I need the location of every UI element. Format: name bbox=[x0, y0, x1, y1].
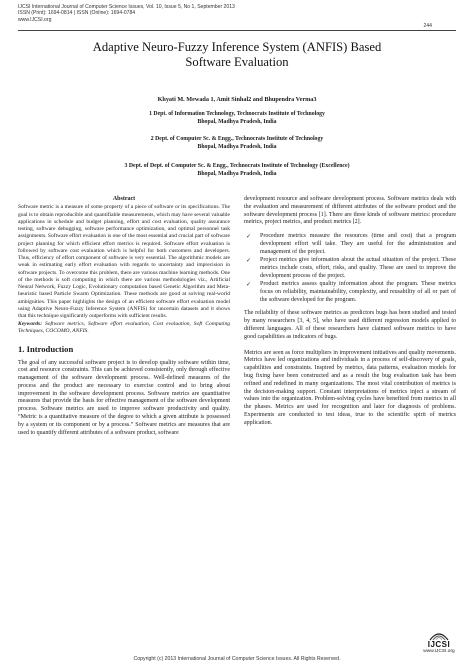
bullet-text: Product metrics assess quality information about the program. These metrics focus on reliability, maintainability, complexity, and reusability of all or part of the software developed for the program. bbox=[260, 280, 456, 303]
affiliation-3-city: Bhopal, Madhya Pradesh, India bbox=[197, 170, 277, 177]
keywords-list: Software metrics, Software effort evaluation, Cost evaluation, Soft Computing Techniques, COCOMO, ANFIS. bbox=[18, 320, 230, 334]
left-column bbox=[18, 196, 230, 437]
issn-line: ISSN (Print): 1694-0814 | ISSN (Online): 1694-0784 bbox=[18, 10, 136, 17]
page-number: 244 bbox=[423, 23, 432, 29]
affiliation-1 bbox=[70, 111, 404, 126]
bullet-text: Project metrics give information about the actual situation of the project. These metrics include costs, effort, risks, and quality. These are used to improve the development process of the project. bbox=[260, 257, 456, 279]
affiliation-1-city: Bhopal, Madhya Pradesh, India bbox=[197, 118, 277, 125]
affiliation-2-dept: 2 Dept. of Computer Sc. & Engg., Technocrats Institute of Technology bbox=[150, 136, 324, 142]
bullet-project-metrics bbox=[246, 257, 456, 280]
section-heading-introduction: 1. Introduction bbox=[18, 344, 74, 355]
bullet-product-metrics bbox=[246, 280, 456, 304]
copyright-footer: Copyright (c) 2013 International Journal of Computer Science Issues. All Rights Reserved. bbox=[133, 656, 341, 662]
reliability-paragraph: The reliability of these software metrics as predictors bugs has been studied and tested by many researchers [3, 4, 5], who have used different regression models applied to different languages. All of these researchers have claimed software metrics to have good capabilities as indicators of bugs. bbox=[244, 310, 456, 340]
affiliation-3 bbox=[40, 163, 434, 178]
keywords bbox=[18, 321, 230, 336]
title-line-1: Adaptive Neuro-Fuzzy Inference System (ANFIS) Based bbox=[92, 40, 382, 54]
affiliation-1-dept: 1 Dept. of Information Technology, Technocrats Institute of Technology bbox=[149, 111, 325, 117]
bullet-procedure-metrics bbox=[246, 233, 456, 256]
ijcsi-logo bbox=[420, 630, 458, 655]
right-column bbox=[244, 196, 456, 428]
paper-title bbox=[18, 40, 456, 70]
metrics-paragraph: development resource and software development process. Software metrics deals with the evaluation and measurement of different attributes of the software product and the software development process [1]. There are three kinds of software metrics: procedure metrics, project metrics, and product metrics [2]. bbox=[244, 196, 456, 226]
force-multiplier-paragraph: Metrics are seen as force multipliers in improvement initiatives and quality movements. Metrics have led organizations and individuals in a process of self-discovery of goals, capabilities and constraints. Inspired by metrics, data patterns, evaluation models for bug fixing have been constructed and as a result the bug evaluation task has been refined and redefined in many organizations. The most vital contribution of metrics is the decision-making support. Constant interpretations of metrics inject a stream of values into the organization. Problem-solving cycles have benefited from metrics in all the phases. Metrics are used for recognition and later for diagnosis of problems. Experiments are conducted to test ideas, true to the scientific spirit of metrics application. bbox=[244, 349, 456, 426]
affiliation-2-city: Bhopal, Madhya Pradesh, India bbox=[197, 143, 277, 150]
check-icon: ✓ bbox=[246, 233, 252, 241]
paragraph-gap bbox=[244, 342, 456, 350]
header-rule bbox=[18, 30, 456, 31]
check-icon: ✓ bbox=[246, 280, 252, 288]
author-list: Khyati M. Mewada 1, Amit Sinhal2 and Bhupendra Verma3 bbox=[157, 96, 317, 103]
logo-name: IJCSI bbox=[427, 640, 451, 649]
journal-header bbox=[18, 4, 456, 29]
logo-url: www.IJCSI.org bbox=[423, 649, 455, 654]
abstract-text: Software metric is a measure of some property of a piece of software or its specifications. The goal is to obtain reproducible and quantifiable measurements, which may have several valuable applications in schedule and budget planning, effort and cost evaluation, quality assurance testing, software debugging, software performance optimization, and optimal personnel task assignments. Software effort evaluation is one of the most essential and crucial part of software project planning for which efficient effort metrics is required. Software effort evaluation is followed by software cost evaluation which is helpful for both customers and developers. Thus, efficiency of effort component of software is very essential. The algorithmic models are weak in estimating early effort evaluation with regards to uncertainty and imprecision in software projects. To overcome this problem, there are various machine learning methods. One of the methods is soft computing in which there are various methodologies viz., Artificial Neural Network, Fuzzy Logic, Evolutionary computation based Genetic Algorithm and Meta-heuristic based Particle Swarm Optimization. These methods are good at solving real-world ambiguities. This paper highlights the design of an efficient software effort evaluation model using Adaptive Neuro-Fuzzy Inference System (ANFIS) for uncertain datasets and it shows that this technique significantly outperforms with sufficient results. bbox=[18, 204, 230, 319]
title-line-2: Software Evaluation bbox=[185, 55, 289, 69]
metrics-bullet-list bbox=[244, 233, 456, 304]
keywords-label: Keywords: bbox=[18, 320, 43, 327]
intro-paragraph-1: The goal of any successful software project is to develop quality software within time, cost and resource constraints. This can be achieved consistently, only through effective management of the software development process. Well-defined measures of the process and the product are necessary to exercise control and to bring about improvement in the software development process. Software metrics are quantitative measures that provide the basis for effective management of the software development process. Software metrics are used to improve software productivity and quality. “Metric is a quantitative measure of the degree to which a given attribute is possessed by a system or its component or by a process.” Software metrics are measures that are used to quantify different attributes of a software product, software bbox=[18, 359, 230, 436]
bullet-text: Procedure metrics measure the resources (time and cost) that a program development effort will take. They are useful for the administration and management of the project. bbox=[260, 233, 456, 255]
abstract-heading: Abstract bbox=[112, 196, 136, 202]
check-icon: ✓ bbox=[246, 257, 252, 265]
affiliation-2 bbox=[70, 136, 404, 151]
affiliation-3-dept: 3 Dept. of Dept. of Computer Sc. & Engg., Technocrats Institute of Technology (Excellence) bbox=[124, 163, 350, 169]
journal-url-line: www.IJCSI.org bbox=[18, 16, 52, 23]
journal-title-line: IJCSI International Journal of Computer Science Issues, Vol. 10, Issue 5, No 1, September 2013 bbox=[18, 4, 235, 10]
